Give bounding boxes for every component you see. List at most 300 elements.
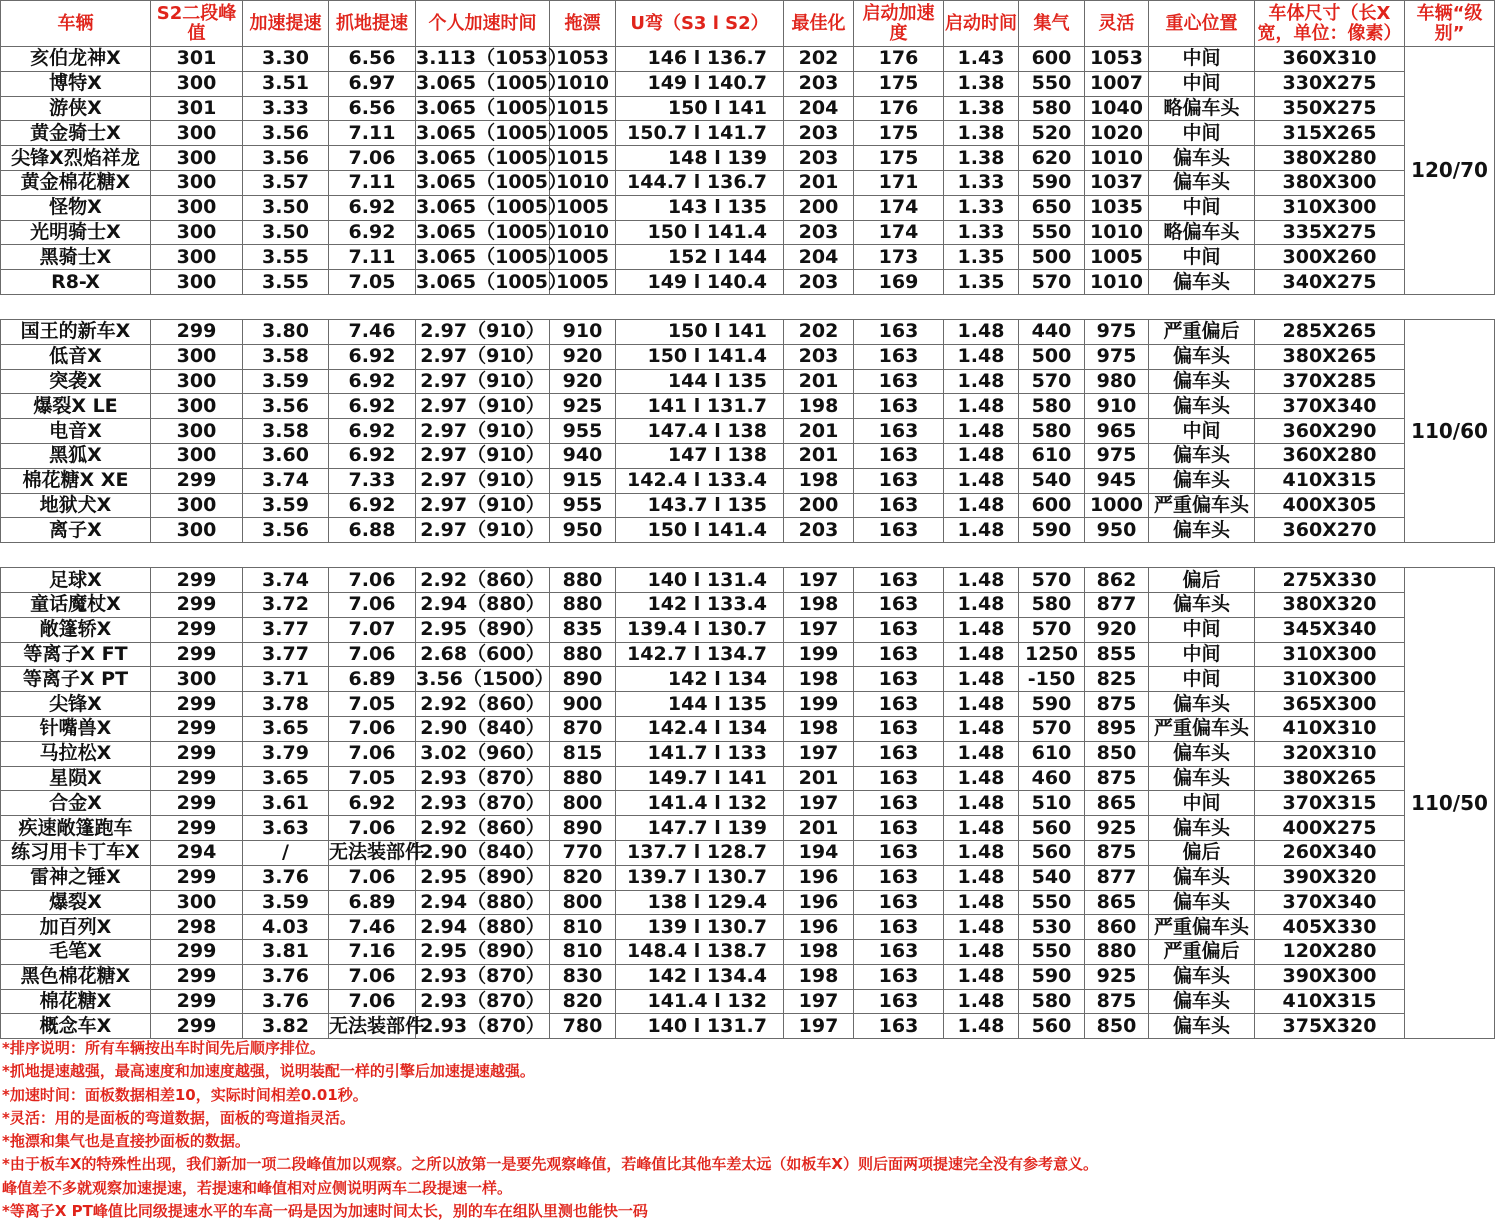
table-cell: 550 bbox=[1019, 890, 1085, 915]
table-cell: 299 bbox=[151, 940, 243, 965]
table-cell: 偏车头 bbox=[1149, 344, 1255, 369]
table-cell: 870 bbox=[550, 716, 616, 741]
table-cell: 1.48 bbox=[944, 741, 1019, 766]
table-cell: 1010 bbox=[550, 170, 616, 195]
table-cell: 7.05 bbox=[329, 692, 416, 717]
table-cell: 6.92 bbox=[329, 344, 416, 369]
table-cell: 365X300 bbox=[1255, 692, 1405, 717]
table-cell: 1000 bbox=[1085, 493, 1149, 518]
table-cell: 3.59 bbox=[243, 493, 329, 518]
table-cell: / bbox=[243, 840, 329, 865]
table-cell: 3.59 bbox=[243, 890, 329, 915]
table-cell: 380X300 bbox=[1255, 170, 1405, 195]
table-cell: 590 bbox=[1019, 692, 1085, 717]
table-cell: 875 bbox=[1085, 766, 1149, 791]
note-line: *加速时间：面板数据相差10，实际时间相差0.01秒。 bbox=[2, 1085, 368, 1104]
table-cell: 925 bbox=[1085, 964, 1149, 989]
table-cell: 175 bbox=[854, 71, 944, 96]
table-cell: 300 bbox=[151, 369, 243, 394]
table-cell: 1.43 bbox=[944, 47, 1019, 72]
table-cell: 865 bbox=[1085, 890, 1149, 915]
table-cell: 1020 bbox=[1085, 121, 1149, 146]
note-line: *灵活：用的是面板的弯道数据，面板的弯道指灵活。 bbox=[2, 1108, 355, 1127]
table-cell: 400X305 bbox=[1255, 493, 1405, 518]
table-cell: 570 bbox=[1019, 270, 1085, 295]
table-row bbox=[1, 1014, 1495, 1039]
table-cell: 877 bbox=[1085, 592, 1149, 617]
table-cell: 163 bbox=[854, 890, 944, 915]
table-cell: 197 bbox=[784, 568, 854, 593]
header-drift: 拖漂 bbox=[550, 1, 616, 47]
table-cell: 920 bbox=[550, 344, 616, 369]
table-cell: 540 bbox=[1019, 865, 1085, 890]
table-cell: 310X300 bbox=[1255, 195, 1405, 220]
table-cell: 偏车头 bbox=[1149, 592, 1255, 617]
table-cell: 299 bbox=[151, 692, 243, 717]
table-row bbox=[1, 96, 1495, 121]
table-cell: 中间 bbox=[1149, 195, 1255, 220]
table-cell: 299 bbox=[151, 617, 243, 642]
table-cell: 3.76 bbox=[243, 964, 329, 989]
table-cell: 300X260 bbox=[1255, 245, 1405, 270]
table-cell: 197 bbox=[784, 741, 854, 766]
table-cell: 198 bbox=[784, 964, 854, 989]
table-cell: 149 l 140.7 bbox=[616, 71, 784, 96]
separator-cell bbox=[1, 294, 1495, 319]
table-cell: 197 bbox=[784, 617, 854, 642]
table-cell: 370X340 bbox=[1255, 394, 1405, 419]
table-cell: 3.80 bbox=[243, 319, 329, 344]
table-cell: 1.48 bbox=[944, 791, 1019, 816]
table-cell: 3.72 bbox=[243, 592, 329, 617]
table-cell: 偏车头 bbox=[1149, 468, 1255, 493]
table-cell: 163 bbox=[854, 369, 944, 394]
vehicle-name: 爆裂X bbox=[1, 890, 151, 915]
table-cell: 偏车头 bbox=[1149, 692, 1255, 717]
table-cell: 197 bbox=[784, 989, 854, 1014]
table-cell: 7.06 bbox=[329, 642, 416, 667]
table-cell: 138 l 129.4 bbox=[616, 890, 784, 915]
table-cell: 中间 bbox=[1149, 791, 1255, 816]
table-cell: 570 bbox=[1019, 568, 1085, 593]
table-cell: 194 bbox=[784, 840, 854, 865]
table-cell: 2.93（870） bbox=[416, 791, 550, 816]
table-cell: 中间 bbox=[1149, 121, 1255, 146]
table-row bbox=[1, 493, 1495, 518]
table-cell: 3.30 bbox=[243, 47, 329, 72]
table-cell: 1053 bbox=[1085, 47, 1149, 72]
table-cell: 299 bbox=[151, 766, 243, 791]
table-cell: 3.74 bbox=[243, 568, 329, 593]
table-cell: 200 bbox=[784, 493, 854, 518]
table-cell: 380X280 bbox=[1255, 146, 1405, 171]
table-cell: 945 bbox=[1085, 468, 1149, 493]
table-cell: 143.7 l 135 bbox=[616, 493, 784, 518]
table-cell: 6.56 bbox=[329, 47, 416, 72]
table-cell: 198 bbox=[784, 940, 854, 965]
vehicle-name: 黄金骑士X bbox=[1, 121, 151, 146]
table-cell: 偏车头 bbox=[1149, 369, 1255, 394]
table-cell: 1.48 bbox=[944, 493, 1019, 518]
table-cell: 850 bbox=[1085, 741, 1149, 766]
table-cell: 862 bbox=[1085, 568, 1149, 593]
table-cell: 820 bbox=[550, 989, 616, 1014]
table-cell: 3.60 bbox=[243, 443, 329, 468]
table-body bbox=[1, 47, 1495, 1039]
vehicle-name: 练习用卡丁车X bbox=[1, 840, 151, 865]
table-cell: 6.89 bbox=[329, 667, 416, 692]
table-cell: 7.07 bbox=[329, 617, 416, 642]
table-cell: 3.58 bbox=[243, 344, 329, 369]
table-cell: 570 bbox=[1019, 617, 1085, 642]
table-cell: 570 bbox=[1019, 369, 1085, 394]
note-line: *抓地提速越强，最高速度和加速度越强，说明装配一样的引擎后加速提速越强。 bbox=[2, 1062, 535, 1081]
vehicle-name: 棉花糖X XE bbox=[1, 468, 151, 493]
table-cell: 975 bbox=[1085, 443, 1149, 468]
table-cell: 1.48 bbox=[944, 592, 1019, 617]
table-cell: 2.97（910） bbox=[416, 493, 550, 518]
vehicle-level-cell: 120/70 bbox=[1405, 47, 1495, 295]
table-cell: 590 bbox=[1019, 964, 1085, 989]
table-cell: 370X315 bbox=[1255, 791, 1405, 816]
table-cell: 偏后 bbox=[1149, 568, 1255, 593]
table-cell: 203 bbox=[784, 344, 854, 369]
note-line: *等离子X PT峰值比同级提速水平的车高一码是因为加速时间太长，别的车在组队里测也能快一码 bbox=[2, 1202, 648, 1221]
table-row bbox=[1, 865, 1495, 890]
table-cell: 7.11 bbox=[329, 245, 416, 270]
table-cell: 144 l 135 bbox=[616, 369, 784, 394]
table-cell: 3.76 bbox=[243, 989, 329, 1014]
table-row bbox=[1, 890, 1495, 915]
table-cell: 580 bbox=[1019, 394, 1085, 419]
table-cell: 3.065（1005） bbox=[416, 245, 567, 268]
table-cell: 2.92（860） bbox=[416, 568, 550, 593]
group-separator bbox=[1, 294, 1495, 319]
table-row bbox=[1, 344, 1495, 369]
table-cell: 650 bbox=[1019, 195, 1085, 220]
vehicle-name: 亥伯龙神X bbox=[1, 47, 151, 72]
table-cell: 163 bbox=[854, 989, 944, 1014]
table-cell: 1005 bbox=[550, 121, 616, 146]
table-cell: 895 bbox=[1085, 716, 1149, 741]
table-cell: 299 bbox=[151, 741, 243, 766]
table-cell: 203 bbox=[784, 71, 854, 96]
table-cell: 163 bbox=[854, 1014, 944, 1039]
table-cell: 无法装部件 bbox=[329, 1014, 425, 1037]
vehicle-name: R8-X bbox=[1, 270, 151, 295]
table-cell: 163 bbox=[854, 568, 944, 593]
table-cell: 7.11 bbox=[329, 121, 416, 146]
vehicle-name: 怪物X bbox=[1, 195, 151, 220]
table-cell: 2.93（870） bbox=[416, 989, 550, 1014]
table-cell: 严重偏车头 bbox=[1149, 915, 1255, 940]
header-accel-boost: 加速提速 bbox=[243, 1, 329, 47]
table-cell: 299 bbox=[151, 642, 243, 667]
table-cell: 7.46 bbox=[329, 319, 416, 344]
table-cell: 偏车头 bbox=[1149, 1014, 1255, 1039]
table-cell: 590 bbox=[1019, 170, 1085, 195]
table-cell: 203 bbox=[784, 220, 854, 245]
table-cell: 1.48 bbox=[944, 989, 1019, 1014]
table-cell: 275X330 bbox=[1255, 568, 1405, 593]
header-optimization: 最佳化 bbox=[784, 1, 854, 47]
table-cell: 2.97（910） bbox=[416, 394, 550, 419]
table-cell: 中间 bbox=[1149, 47, 1255, 72]
table-cell: 6.88 bbox=[329, 518, 416, 543]
table-cell: 1053 bbox=[550, 47, 616, 72]
table-cell: 900 bbox=[550, 692, 616, 717]
table-cell: 6.92 bbox=[329, 419, 416, 444]
table-cell: 3.113（1053） bbox=[416, 47, 567, 70]
table-cell: 360X270 bbox=[1255, 518, 1405, 543]
table-cell: 2.92（860） bbox=[416, 816, 550, 841]
vehicle-name: 童话魔杖X bbox=[1, 592, 151, 617]
table-cell: 142 l 134 bbox=[616, 667, 784, 692]
table-row bbox=[1, 47, 1495, 72]
table-cell: 1.35 bbox=[944, 245, 1019, 270]
table-cell: 偏车头 bbox=[1149, 146, 1255, 171]
table-cell: 880 bbox=[550, 592, 616, 617]
table-cell: 1010 bbox=[550, 71, 616, 96]
vehicle-name: 敞篷轿X bbox=[1, 617, 151, 642]
table-cell: 196 bbox=[784, 890, 854, 915]
table-cell: 260X340 bbox=[1255, 840, 1405, 865]
table-cell: 203 bbox=[784, 270, 854, 295]
table-cell: 中间 bbox=[1149, 71, 1255, 96]
table-cell: 1.48 bbox=[944, 568, 1019, 593]
table-row bbox=[1, 915, 1495, 940]
table-cell: 300 bbox=[151, 890, 243, 915]
table-cell: 877 bbox=[1085, 865, 1149, 890]
table-cell: 315X265 bbox=[1255, 121, 1405, 146]
table-row bbox=[1, 146, 1495, 171]
table-cell: 163 bbox=[854, 940, 944, 965]
table-cell: 610 bbox=[1019, 443, 1085, 468]
table-cell: 1.48 bbox=[944, 940, 1019, 965]
table-cell: 810 bbox=[550, 915, 616, 940]
table-cell: 偏车头 bbox=[1149, 518, 1255, 543]
table-cell: 中间 bbox=[1149, 642, 1255, 667]
vehicle-name: 星陨X bbox=[1, 766, 151, 791]
table-cell: 140 l 131.4 bbox=[616, 568, 784, 593]
table-cell: 1.48 bbox=[944, 617, 1019, 642]
table-cell: 590 bbox=[1019, 518, 1085, 543]
table-cell: 1.48 bbox=[944, 915, 1019, 940]
table-cell: 3.56 bbox=[243, 121, 329, 146]
table-cell: 370X340 bbox=[1255, 890, 1405, 915]
table-cell: 196 bbox=[784, 915, 854, 940]
table-cell: 4.03 bbox=[243, 915, 329, 940]
table-cell: 360X280 bbox=[1255, 443, 1405, 468]
table-cell: 174 bbox=[854, 195, 944, 220]
table-cell: 175 bbox=[854, 146, 944, 171]
table-cell: 2.97（910） bbox=[416, 419, 550, 444]
table-row bbox=[1, 791, 1495, 816]
table-cell: 1.48 bbox=[944, 394, 1019, 419]
table-cell: 150 l 141 bbox=[616, 319, 784, 344]
table-cell: 6.92 bbox=[329, 220, 416, 245]
vehicle-name: 黄金棉花糖X bbox=[1, 170, 151, 195]
table-row bbox=[1, 766, 1495, 791]
table-cell: 176 bbox=[854, 96, 944, 121]
table-cell: 6.97 bbox=[329, 71, 416, 96]
vehicle-name: 光明骑士X bbox=[1, 220, 151, 245]
table-cell: 1007 bbox=[1085, 71, 1149, 96]
table-row bbox=[1, 369, 1495, 394]
table-cell: 600 bbox=[1019, 493, 1085, 518]
table-cell: 6.92 bbox=[329, 195, 416, 220]
table-cell: 410X315 bbox=[1255, 468, 1405, 493]
table-cell: 340X275 bbox=[1255, 270, 1405, 295]
vehicle-name: 针嘴兽X bbox=[1, 716, 151, 741]
table-cell: 201 bbox=[784, 419, 854, 444]
table-cell: 201 bbox=[784, 816, 854, 841]
table-cell: 800 bbox=[550, 791, 616, 816]
table-cell: 330X275 bbox=[1255, 71, 1405, 96]
table-cell: 1035 bbox=[1085, 195, 1149, 220]
table-cell: 2.92（860） bbox=[416, 692, 550, 717]
table-cell: 1.48 bbox=[944, 642, 1019, 667]
notes-section bbox=[2, 1037, 1492, 1223]
table-cell: 965 bbox=[1085, 419, 1149, 444]
table-row bbox=[1, 692, 1495, 717]
table-cell: 955 bbox=[550, 493, 616, 518]
table-row bbox=[1, 642, 1495, 667]
table-cell: 955 bbox=[550, 419, 616, 444]
vehicle-name: 疾速敞篷跑车 bbox=[1, 816, 151, 841]
vehicle-name: 尖锋X烈焰祥龙 bbox=[1, 146, 151, 171]
vehicle-level-cell: 110/60 bbox=[1405, 319, 1495, 542]
note-line: 峰值差不多就观察加速提速，若提速和峰值相对应侧说明两车二段提速一样。 bbox=[2, 1178, 513, 1197]
table-cell: 1.33 bbox=[944, 195, 1019, 220]
header-gauge: 集气 bbox=[1019, 1, 1085, 47]
table-cell: 299 bbox=[151, 816, 243, 841]
table-cell: 120X280 bbox=[1255, 940, 1405, 965]
table-row bbox=[1, 741, 1495, 766]
table-cell: 196 bbox=[784, 865, 854, 890]
table-cell: 3.65 bbox=[243, 716, 329, 741]
table-cell: 198 bbox=[784, 667, 854, 692]
table-cell: 163 bbox=[854, 840, 944, 865]
table-cell: 199 bbox=[784, 642, 854, 667]
table-cell: 1.48 bbox=[944, 667, 1019, 692]
table-cell: 300 bbox=[151, 195, 243, 220]
table-row bbox=[1, 121, 1495, 146]
table-cell: 3.55 bbox=[243, 245, 329, 270]
header-s2-peak: S2二段峰值 bbox=[151, 1, 243, 47]
table-cell: 偏车头 bbox=[1149, 443, 1255, 468]
table-cell: 875 bbox=[1085, 989, 1149, 1014]
table-cell: 299 bbox=[151, 716, 243, 741]
table-cell: 2.90（840） bbox=[416, 716, 550, 741]
table-cell: 975 bbox=[1085, 319, 1149, 344]
table-row bbox=[1, 940, 1495, 965]
table-cell: 300 bbox=[151, 344, 243, 369]
table-cell: 2.95（890） bbox=[416, 940, 550, 965]
table-cell: 略偏车头 bbox=[1149, 220, 1255, 245]
table-cell: 800 bbox=[550, 890, 616, 915]
table-cell: 7.06 bbox=[329, 592, 416, 617]
header-body-size: 车体尺寸（长X宽，单位：像素） bbox=[1255, 1, 1405, 47]
table-cell: 300 bbox=[151, 71, 243, 96]
table-cell: 201 bbox=[784, 766, 854, 791]
table-cell: 3.78 bbox=[243, 692, 329, 717]
table-cell: 201 bbox=[784, 369, 854, 394]
table-cell: 142 l 134.4 bbox=[616, 964, 784, 989]
table-cell: 偏后 bbox=[1149, 840, 1255, 865]
table-cell: 163 bbox=[854, 766, 944, 791]
table-cell: 略偏车头 bbox=[1149, 96, 1255, 121]
table-cell: 3.33 bbox=[243, 96, 329, 121]
table-cell: 3.74 bbox=[243, 468, 329, 493]
table-cell: 300 bbox=[151, 245, 243, 270]
table-cell: 2.97（910） bbox=[416, 344, 550, 369]
table-cell: 345X340 bbox=[1255, 617, 1405, 642]
table-cell: 2.95（890） bbox=[416, 617, 550, 642]
table-row bbox=[1, 716, 1495, 741]
table-cell: 6.92 bbox=[329, 493, 416, 518]
table-cell: 142.4 l 134 bbox=[616, 716, 784, 741]
table-cell: 6.56 bbox=[329, 96, 416, 121]
table-cell: 197 bbox=[784, 791, 854, 816]
table-cell: 140 l 131.7 bbox=[616, 1014, 784, 1039]
table-cell: 2.97（910） bbox=[416, 468, 550, 493]
table-cell: 6.92 bbox=[329, 443, 416, 468]
vehicle-name: 地狱犬X bbox=[1, 493, 151, 518]
table-cell: 142.4 l 133.4 bbox=[616, 468, 784, 493]
table-cell: 137.7 l 128.7 bbox=[616, 840, 784, 865]
table-cell: 163 bbox=[854, 642, 944, 667]
table-cell: 1010 bbox=[1085, 270, 1149, 295]
note-line: *由于板车X的特殊性出现，我们新加一项二段峰值加以观察。之所以放第一是要先观察峰值，若峰值比其他车差太远（如板车X）则后面两项提速完全没有参考意义。 bbox=[2, 1155, 1098, 1174]
table-row bbox=[1, 592, 1495, 617]
table-cell: 285X265 bbox=[1255, 319, 1405, 344]
table-cell: 2.94（880） bbox=[416, 592, 550, 617]
table-cell: 7.11 bbox=[329, 170, 416, 195]
table-cell: 810 bbox=[550, 940, 616, 965]
table-cell: 163 bbox=[854, 617, 944, 642]
vehicle-name: 加百列X bbox=[1, 915, 151, 940]
table-cell: 950 bbox=[1085, 518, 1149, 543]
table-cell: 严重偏车头 bbox=[1149, 493, 1255, 518]
table-cell: 3.63 bbox=[243, 816, 329, 841]
table-cell: 1005 bbox=[550, 270, 616, 295]
table-cell: 3.55 bbox=[243, 270, 329, 295]
table-cell: 163 bbox=[854, 915, 944, 940]
table-cell: 530 bbox=[1019, 915, 1085, 940]
table-cell: 6.92 bbox=[329, 791, 416, 816]
vehicle-name: 尖锋X bbox=[1, 692, 151, 717]
table-cell: 200 bbox=[784, 195, 854, 220]
table-cell: 3.81 bbox=[243, 940, 329, 965]
table-cell: 偏车头 bbox=[1149, 865, 1255, 890]
table-cell: 1250 bbox=[1019, 642, 1085, 667]
table-cell: 1.48 bbox=[944, 840, 1019, 865]
table-cell: 299 bbox=[151, 791, 243, 816]
table-cell: 146 l 136.7 bbox=[616, 47, 784, 72]
table-row bbox=[1, 319, 1495, 344]
table-cell: 920 bbox=[1085, 617, 1149, 642]
header-personal-accel-time: 个人加速时间 bbox=[416, 1, 550, 47]
table-row bbox=[1, 816, 1495, 841]
vehicle-name: 足球X bbox=[1, 568, 151, 593]
table-cell: 299 bbox=[151, 319, 243, 344]
table-cell: 405X330 bbox=[1255, 915, 1405, 940]
table-cell: 2.93（870） bbox=[416, 766, 550, 791]
table-cell: 1.33 bbox=[944, 170, 1019, 195]
table-cell: 7.06 bbox=[329, 716, 416, 741]
table-cell: 830 bbox=[550, 964, 616, 989]
